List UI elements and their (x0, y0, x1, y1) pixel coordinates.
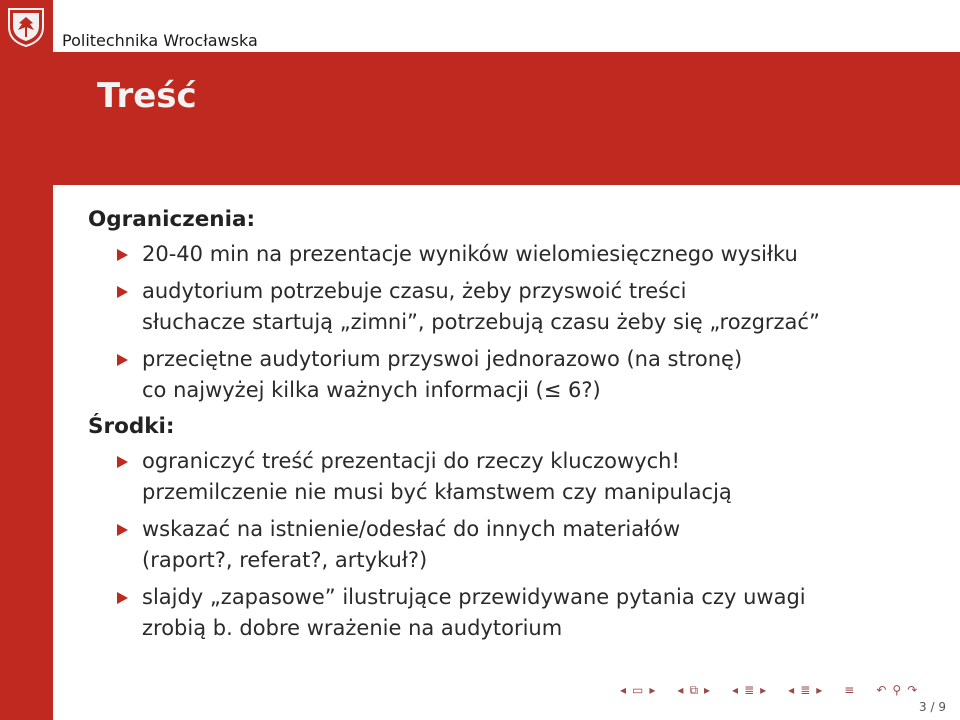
nav-forward-icon[interactable]: ↷ (907, 683, 918, 697)
slide-content (88, 205, 938, 650)
triangle-bullet-icon (117, 456, 128, 468)
section-srodki (88, 412, 938, 644)
triangle-bullet-icon (117, 592, 128, 604)
list-item-text: slajdy „zapasowe” ilustrujące przewidywane pytania czy uwagi (142, 585, 806, 609)
nav-prev-section-icon[interactable]: ◂ (732, 683, 739, 697)
left-red-sidebar (0, 0, 53, 720)
nav-section-icon[interactable]: ≣ (744, 683, 755, 697)
page-number: 3 / 9 (919, 700, 946, 714)
list-item-text: przeciętne audytorium przyswoi jednorazowo (na stronę) (142, 347, 743, 371)
triangle-bullet-icon (117, 524, 128, 536)
list-item (88, 239, 938, 270)
nav-back-icon[interactable]: ↶ (876, 683, 887, 697)
university-logo-icon (3, 3, 49, 49)
nav-frame-icon[interactable]: ▭ (632, 683, 644, 697)
beamer-navigation-bar (620, 682, 917, 698)
list-item (88, 276, 938, 338)
nav-prev-section-icon[interactable]: ◂ (788, 683, 795, 697)
list-item-text: zrobią b. dobre wrażenie na audytorium (142, 616, 563, 640)
nav-next-section-icon[interactable]: ▸ (816, 683, 823, 697)
nav-section-icon[interactable]: ≣ (800, 683, 811, 697)
nav-subsection-icon[interactable]: ⧉ (689, 682, 699, 697)
frame-title-bar (53, 52, 960, 185)
frame-title: Treść (97, 76, 197, 116)
list-item (88, 582, 938, 644)
triangle-bullet-icon (117, 249, 128, 261)
list-item (88, 344, 938, 406)
nav-search-icon[interactable]: ⚲ (892, 683, 902, 697)
list-item-text: przemilczenie nie musi być kłamstwem czy manipulacją (142, 480, 732, 504)
nav-prev-subsection-icon[interactable]: ◂ (677, 683, 684, 697)
list-item-text: co najwyżej kilka ważnych informacji (≤ 6?) (142, 378, 601, 402)
triangle-bullet-icon (117, 286, 128, 298)
section-heading: Środki: (88, 414, 175, 439)
list-item-text: wskazać na istnienie/odesłać do innych materiałów (142, 517, 681, 541)
nav-next-section-icon[interactable]: ▸ (760, 683, 767, 697)
university-name: Politechnika Wrocławska (62, 31, 258, 50)
nav-prev-frame-icon[interactable]: ◂ (620, 683, 627, 697)
list-item-text: ograniczyć treść prezentacji do rzeczy kluczowych! (142, 449, 680, 473)
list-item (88, 514, 938, 576)
list-item-text: (raport?, referat?, artykuł?) (142, 548, 428, 572)
nav-next-frame-icon[interactable]: ▸ (649, 683, 656, 697)
nav-next-subsection-icon[interactable]: ▸ (704, 683, 711, 697)
list-item-text: słuchacze startują „zimni”, potrzebują czasu żeby się „rozgrzać” (142, 310, 820, 334)
list-item-text: 20-40 min na prezentacje wyników wielomiesięcznego wysiłku (142, 242, 798, 266)
list-item-text: audytorium potrzebuje czasu, żeby przyswoić treści (142, 279, 687, 303)
section-heading: Ograniczenia: (88, 207, 256, 232)
nav-align-icon[interactable]: ≡ (844, 683, 855, 697)
triangle-bullet-icon (117, 354, 128, 366)
list-item (88, 446, 938, 508)
section-ograniczenia (88, 205, 938, 406)
